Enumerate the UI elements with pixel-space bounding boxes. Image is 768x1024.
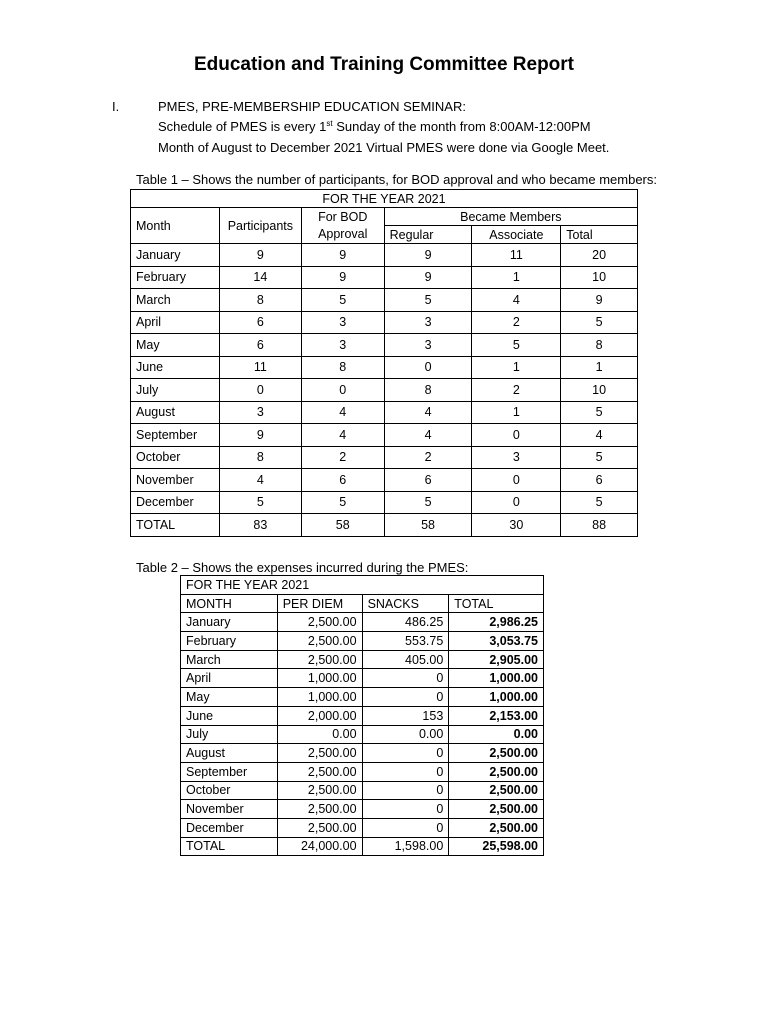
- table2-amount-cell: 2,500.00: [277, 650, 362, 669]
- table1-year-header: FOR THE YEAR 2021: [131, 190, 638, 208]
- table1-row: [131, 311, 638, 334]
- table1-row: [131, 334, 638, 357]
- table2-amount-cell: 1,598.00: [362, 837, 449, 856]
- table2-row: [181, 688, 544, 707]
- table2-row: [181, 800, 544, 819]
- table2-amount-cell: 0: [362, 800, 449, 819]
- table1-value-cell: 8: [561, 334, 638, 357]
- table1-caption: Table 1 – Shows the number of participants, for BOD approval and who became members:: [136, 172, 657, 187]
- table2-month-cell: August: [181, 744, 278, 763]
- table1-value-cell: 5: [472, 334, 561, 357]
- table2-col-total: TOTAL: [449, 594, 544, 613]
- table1-col-month: Month: [131, 208, 220, 244]
- table2-month-cell: TOTAL: [181, 837, 278, 856]
- table2-month-cell: December: [181, 818, 278, 837]
- table1-value-cell: 1: [472, 356, 561, 379]
- table1-value-cell: 0: [301, 379, 384, 402]
- table1-value-cell: 4: [219, 469, 301, 492]
- table1-row: [131, 379, 638, 402]
- table2-amount-cell: 486.25: [362, 613, 449, 632]
- table2-amount-cell: 2,500.00: [277, 744, 362, 763]
- table2-col-month: MONTH: [181, 594, 278, 613]
- virtual-pmes-line: Month of August to December 2021 Virtual PMES were done via Google Meet.: [158, 140, 610, 155]
- table2-amount-cell: 0: [362, 744, 449, 763]
- table1-value-cell: 0: [472, 491, 561, 514]
- table1-month-cell: August: [131, 401, 220, 424]
- table2-amount-cell: 3,053.75: [449, 632, 544, 651]
- table2-amount-cell: 2,500.00: [449, 762, 544, 781]
- table1-value-cell: 58: [384, 514, 472, 537]
- table1-col-regular: Regular: [384, 226, 472, 244]
- table2-amount-cell: 2,500.00: [449, 781, 544, 800]
- table1-value-cell: 11: [472, 244, 561, 267]
- table1-value-cell: 1: [472, 266, 561, 289]
- table1-value-cell: 9: [561, 289, 638, 312]
- table2-amount-cell: 2,500.00: [277, 800, 362, 819]
- section-number: I.: [112, 99, 120, 114]
- table1-value-cell: 6: [301, 469, 384, 492]
- table2-row: [181, 725, 544, 744]
- table1-value-cell: 3: [384, 311, 472, 334]
- table1-row: [131, 424, 638, 447]
- table2-caption: Table 2 – Shows the expenses incurred during the PMES:: [136, 560, 469, 575]
- table2-row: [181, 650, 544, 669]
- table1-month-cell: October: [131, 446, 220, 469]
- table1-value-cell: 4: [384, 401, 472, 424]
- table2-row: [181, 762, 544, 781]
- table1-value-cell: 88: [561, 514, 638, 537]
- table2-amount-cell: 2,153.00: [449, 706, 544, 725]
- table1-value-cell: 30: [472, 514, 561, 537]
- table1-value-cell: 6: [384, 469, 472, 492]
- table1-col-participants: Participants: [219, 208, 301, 244]
- table1-value-cell: 11: [219, 356, 301, 379]
- table1-col-associate: Associate: [472, 226, 561, 244]
- expenses-table: [180, 575, 544, 856]
- table1-month-cell: TOTAL: [131, 514, 220, 537]
- table1-value-cell: 2: [472, 379, 561, 402]
- table2-amount-cell: 2,500.00: [449, 818, 544, 837]
- table1-value-cell: 9: [384, 266, 472, 289]
- table1-value-cell: 4: [301, 424, 384, 447]
- table2-amount-cell: 0.00: [449, 725, 544, 744]
- schedule-line: [158, 119, 591, 134]
- table2-amount-cell: 1,000.00: [449, 669, 544, 688]
- table1-value-cell: 3: [472, 446, 561, 469]
- table1-row: [131, 266, 638, 289]
- table1-value-cell: 2: [472, 311, 561, 334]
- table1-month-cell: June: [131, 356, 220, 379]
- table1-value-cell: 0: [472, 424, 561, 447]
- table1-value-cell: 83: [219, 514, 301, 537]
- table2-month-cell: September: [181, 762, 278, 781]
- table1-value-cell: 8: [384, 379, 472, 402]
- table1-month-cell: July: [131, 379, 220, 402]
- table1-value-cell: 5: [219, 491, 301, 514]
- table1-value-cell: 9: [301, 266, 384, 289]
- table1-value-cell: 5: [561, 401, 638, 424]
- table1-col-became-members: Became Members: [384, 208, 637, 226]
- table1-value-cell: 20: [561, 244, 638, 267]
- table1-value-cell: 6: [219, 311, 301, 334]
- table2-month-cell: January: [181, 613, 278, 632]
- table2-row: [181, 632, 544, 651]
- schedule-line-end: Sunday of the month from 8:00AM-12:00PM: [336, 119, 591, 134]
- table2-amount-cell: 2,500.00: [277, 762, 362, 781]
- table1-value-cell: 1: [472, 401, 561, 424]
- table1-value-cell: 9: [384, 244, 472, 267]
- participants-table: [130, 189, 638, 537]
- table2-amount-cell: 553.75: [362, 632, 449, 651]
- table1-month-cell: March: [131, 289, 220, 312]
- table1-row: [131, 401, 638, 424]
- table1-value-cell: 0: [472, 469, 561, 492]
- table1-value-cell: 9: [219, 424, 301, 447]
- table1-value-cell: 9: [219, 244, 301, 267]
- table2-col-snacks: SNACKS: [362, 594, 449, 613]
- table2-amount-cell: 2,500.00: [277, 632, 362, 651]
- table1-value-cell: 2: [301, 446, 384, 469]
- table2-amount-cell: 24,000.00: [277, 837, 362, 856]
- table2-amount-cell: 1,000.00: [449, 688, 544, 707]
- table2-amount-cell: 2,500.00: [277, 781, 362, 800]
- table2-month-cell: May: [181, 688, 278, 707]
- table2-row: [181, 818, 544, 837]
- table1-value-cell: 5: [384, 289, 472, 312]
- table1-value-cell: 2: [384, 446, 472, 469]
- table2-row: [181, 613, 544, 632]
- table1-value-cell: 5: [561, 491, 638, 514]
- table1-row: [131, 446, 638, 469]
- table1-value-cell: 4: [384, 424, 472, 447]
- table1-value-cell: 3: [219, 401, 301, 424]
- table2-amount-cell: 1,000.00: [277, 688, 362, 707]
- table1-value-cell: 6: [219, 334, 301, 357]
- table1-value-cell: 0: [384, 356, 472, 379]
- table2-amount-cell: 0: [362, 688, 449, 707]
- table1-value-cell: 58: [301, 514, 384, 537]
- table1-month-cell: February: [131, 266, 220, 289]
- table1-month-cell: April: [131, 311, 220, 334]
- table1-row: [131, 514, 638, 537]
- table2-month-cell: July: [181, 725, 278, 744]
- table2-month-cell: June: [181, 706, 278, 725]
- table2-row: [181, 781, 544, 800]
- table1-month-cell: September: [131, 424, 220, 447]
- table1-value-cell: 3: [384, 334, 472, 357]
- section-heading: PMES, PRE-MEMBERSHIP EDUCATION SEMINAR:: [158, 99, 466, 114]
- ordinal-suffix: st: [326, 119, 333, 128]
- table2-month-cell: March: [181, 650, 278, 669]
- table1-value-cell: 6: [561, 469, 638, 492]
- table1-value-cell: 8: [219, 446, 301, 469]
- table1-value-cell: 8: [219, 289, 301, 312]
- table1-value-cell: 9: [301, 244, 384, 267]
- table1-row: [131, 244, 638, 267]
- table2-month-cell: November: [181, 800, 278, 819]
- table2-amount-cell: 2,500.00: [277, 613, 362, 632]
- table1-value-cell: 3: [301, 334, 384, 357]
- table2-amount-cell: 405.00: [362, 650, 449, 669]
- table1-value-cell: 4: [472, 289, 561, 312]
- table2-amount-cell: 2,500.00: [277, 818, 362, 837]
- table2-row: [181, 744, 544, 763]
- table1-month-cell: May: [131, 334, 220, 357]
- table1-row: [131, 289, 638, 312]
- table2-amount-cell: 0.00: [362, 725, 449, 744]
- table2-amount-cell: 0: [362, 781, 449, 800]
- table2-amount-cell: 25,598.00: [449, 837, 544, 856]
- table1-value-cell: 4: [561, 424, 638, 447]
- table2-amount-cell: 2,500.00: [449, 744, 544, 763]
- table2-month-cell: February: [181, 632, 278, 651]
- report-title: Education and Training Committee Report: [193, 54, 575, 75]
- table2-row: [181, 669, 544, 688]
- table2-amount-cell: 2,500.00: [449, 800, 544, 819]
- table2-amount-cell: 2,905.00: [449, 650, 544, 669]
- table1-month-cell: November: [131, 469, 220, 492]
- table1-col-bod-2: Approval: [301, 226, 384, 244]
- table1-value-cell: 5: [561, 446, 638, 469]
- table2-month-cell: October: [181, 781, 278, 800]
- table1-value-cell: 8: [301, 356, 384, 379]
- table1-row: [131, 491, 638, 514]
- table1-value-cell: 3: [301, 311, 384, 334]
- table1-value-cell: 0: [219, 379, 301, 402]
- table1-value-cell: 5: [301, 289, 384, 312]
- table1-month-cell: January: [131, 244, 220, 267]
- table2-amount-cell: 0.00: [277, 725, 362, 744]
- table1-row: [131, 469, 638, 492]
- table1-value-cell: 10: [561, 379, 638, 402]
- table2-row: [181, 706, 544, 725]
- table1-value-cell: 1: [561, 356, 638, 379]
- table2-amount-cell: 0: [362, 669, 449, 688]
- table2-year-header: FOR THE YEAR 2021: [181, 576, 544, 595]
- table1-col-bod-1: For BOD: [301, 208, 384, 226]
- table1-month-cell: December: [131, 491, 220, 514]
- table1-value-cell: 4: [301, 401, 384, 424]
- table1-value-cell: 5: [301, 491, 384, 514]
- schedule-line-start: Schedule of PMES is every 1: [158, 119, 327, 134]
- table1-value-cell: 10: [561, 266, 638, 289]
- table2-amount-cell: 153: [362, 706, 449, 725]
- table2-row: [181, 837, 544, 856]
- table2-amount-cell: 0: [362, 762, 449, 781]
- table2-month-cell: April: [181, 669, 278, 688]
- table2-amount-cell: 2,000.00: [277, 706, 362, 725]
- table1-value-cell: 14: [219, 266, 301, 289]
- table2-amount-cell: 1,000.00: [277, 669, 362, 688]
- table1-col-total: Total: [561, 226, 638, 244]
- table2-amount-cell: 2,986.25: [449, 613, 544, 632]
- table2-amount-cell: 0: [362, 818, 449, 837]
- table1-row: [131, 356, 638, 379]
- table1-value-cell: 5: [561, 311, 638, 334]
- table2-col-per-diem: PER DIEM: [277, 594, 362, 613]
- table1-value-cell: 5: [384, 491, 472, 514]
